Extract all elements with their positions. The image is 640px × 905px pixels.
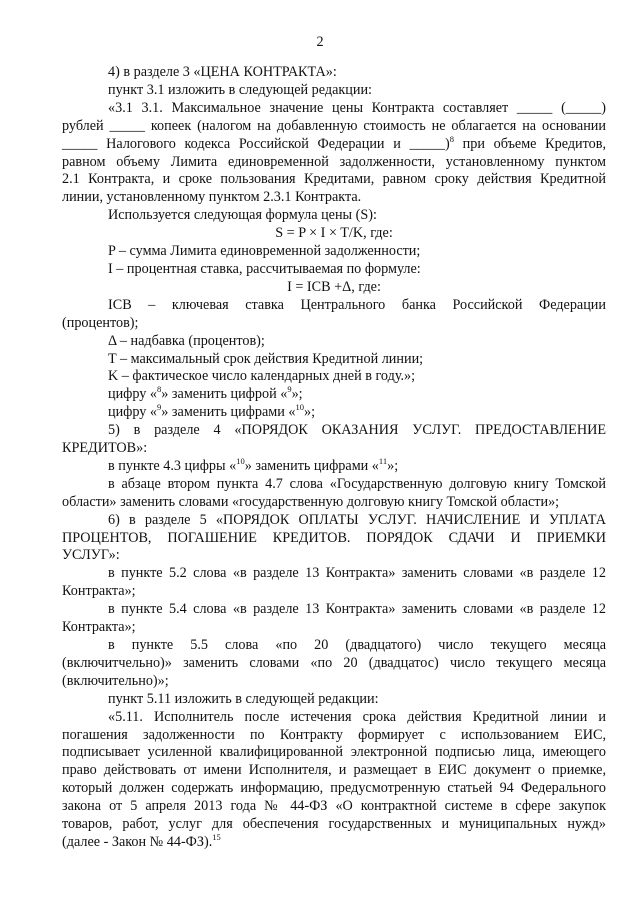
text-line: в пункте 5.5 слова «по 20 (двадцатого) число текущего месяца — [108, 637, 606, 653]
footnote-ref: 9 — [287, 384, 292, 395]
footnote-ref: 15 — [212, 831, 221, 842]
document-body — [62, 64, 606, 852]
text-line: погашения задолженности по Контракту формирует с использованием ЕИС, — [62, 726, 606, 743]
text-line: УСЛУГ»: — [62, 547, 120, 564]
text-line: ICB – ключевая ставка Центрального банка Российской Федерации — [108, 296, 606, 313]
text-line: право действовать от имени Исполнителя, и размещает в ЕИС документ о приемке, — [62, 762, 606, 779]
text-line: (процентов); — [62, 314, 139, 331]
text-line: I – процентная ставка, рассчитываемая по формуле: — [108, 260, 421, 277]
text-line: K – фактическое число календарных дней в году.»; — [108, 368, 416, 385]
text-line: Контракта»; — [62, 583, 136, 600]
text-line: «3.1 3.1. Максимальное значение цены Контракта составляет _____ (_____) — [108, 99, 606, 116]
text-line: 2.1 Контракта, и сроке пользования Кредитами, равном сроку действия Кредитной — [62, 171, 606, 188]
text-line: линии, установленному пунктом 2.3.1 Контракта. — [62, 189, 362, 206]
text-line: в пункте 4.3 цифры «$^{10}$» заменить цифрами «$^{11}$»; — [108, 455, 399, 474]
text-line: равном объему Лимита единовременной задолженности, установленному пунктом — [62, 153, 606, 170]
text-line: в пункте 5.4 слова «в разделе 13 Контракта» заменить словами «в разделе 12 — [108, 601, 606, 618]
text-line: S = P × I × T/K, где: — [275, 225, 393, 242]
text-line: в абзаце втором пункта 4.7 слова «Государственную долговую книгу Томской — [108, 475, 606, 492]
text-line: ПРОЦЕНТОВ, ПОГАШЕНИЕ КРЕДИТОВ. ПОРЯДОК СДАЧИ И ПРИЕМКИ — [62, 529, 606, 546]
text-line: Контракта»; — [62, 619, 136, 636]
page-number: 2 — [316, 34, 324, 50]
text-line: рублей _____ копеек (налогом на добавленную стоимость не облагается на основании — [62, 117, 606, 134]
text-line: Используется следующая формула цены (S): — [108, 207, 377, 224]
footnote-ref: 8 — [157, 384, 162, 395]
text-line: товаров, работ, услуг для обеспечения государственных и муниципальных нужд» — [62, 816, 606, 833]
footnote-ref: 10 — [295, 402, 304, 413]
text-line: 6) в разделе 5 «ПОРЯДОК ОПЛАТЫ УСЛУГ. НАЧИСЛЕНИЕ И УПЛАТА — [108, 511, 606, 528]
text-line: который должен содержать информацию, предусмотренную статьей 94 Федерального — [62, 780, 606, 797]
text-line: подписывает усиленной квалифицированной электронной подписью лица, имеющего — [62, 744, 606, 761]
text-line: (включительно)»; — [62, 672, 169, 689]
text-line: области» заменить словами «государственную долговую книгу Томской области»; — [62, 493, 560, 510]
text-line: в пункте 5.2 слова «в разделе 13 Контракта» заменить словами «в разделе 12 — [108, 565, 606, 582]
text-line: КРЕДИТОВ»: — [62, 440, 148, 457]
text-line: _____ Налогового кодекса Российской Федерации и _____)$^8$ при объеме Кредитов, — [62, 133, 606, 152]
text-line: P – сумма Лимита единовременной задолженности; — [108, 243, 421, 260]
footnote-ref: 11 — [378, 455, 388, 466]
text-line: Δ – надбавка (процентов); — [108, 332, 265, 349]
footnote-ref: 10 — [236, 455, 245, 466]
text-line: 5) в разделе 4 «ПОРЯДОК ОКАЗАНИЯ УСЛУГ. ПРЕДОСТАВЛЕНИЕ — [108, 422, 606, 439]
footnote-ref: 9 — [157, 402, 162, 413]
text-line: (далее - Закон № 44-ФЗ).$^{15}$ — [62, 831, 221, 850]
text-line: I = ICB +Δ, где: — [287, 278, 381, 295]
text-line: T – максимальный срок действия Кредитной линии; — [108, 350, 424, 367]
text-line: закона от 5 апреля 2013 года № 44-ФЗ «О контрактной системе в сфере закупок — [62, 798, 606, 815]
text-line: пункт 5.11 изложить в следующей редакции: — [108, 690, 379, 707]
text-line: «5.11. Исполнитель после истечения срока действия Кредитной линии и — [108, 708, 606, 725]
text-line: цифру «$^9$» заменить цифрами «$^{10}$»; — [108, 402, 316, 421]
footnote-ref: 8 — [449, 133, 454, 144]
text-line: 4) в разделе 3 «ЦЕНА КОНТРАКТА»: — [108, 64, 337, 80]
text-line: цифру «$^8$» заменить цифрой «$^9$»; — [108, 384, 303, 403]
text-line: пункт 3.1 изложить в следующей редакции: — [108, 81, 372, 98]
text-line: (включитчельно)» заменить словами «по 20 (двадцатос) число текущего месяца — [62, 654, 606, 671]
